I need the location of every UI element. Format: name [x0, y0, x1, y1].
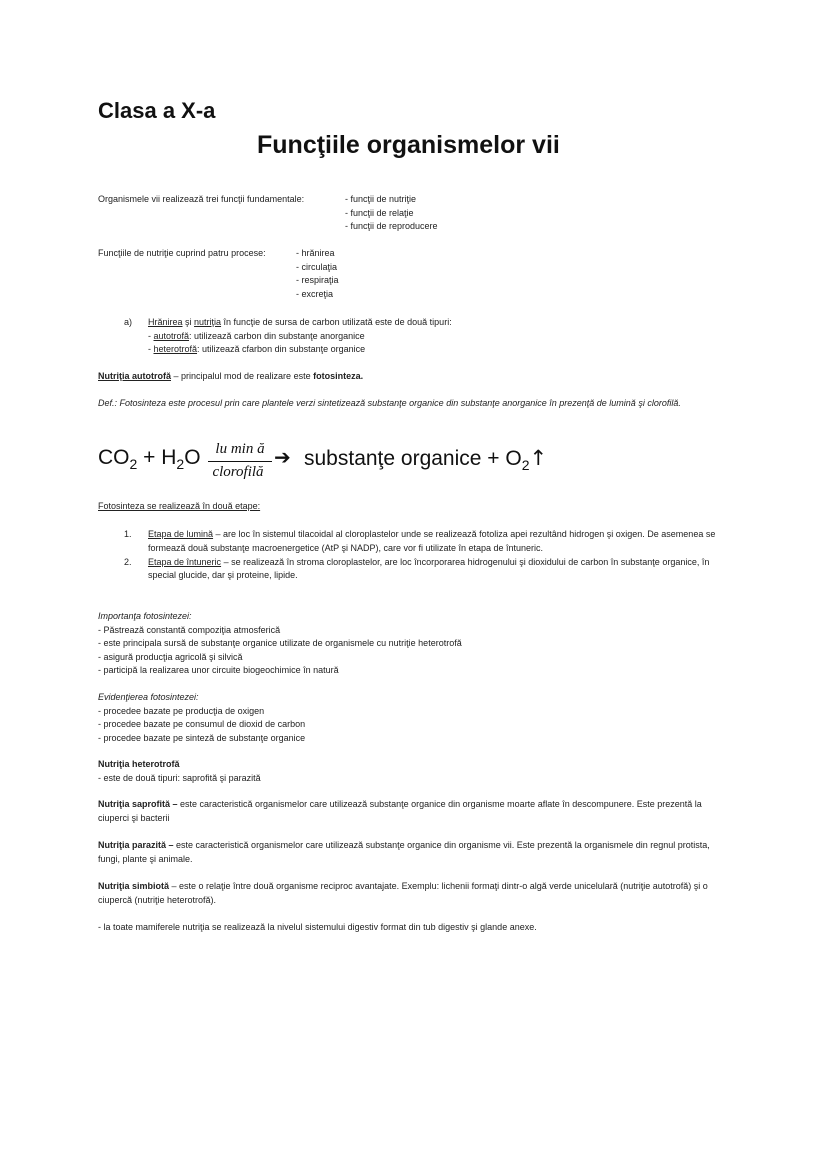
term-nutrition: nutriţia: [194, 317, 222, 327]
importance-item: - este principala sursă de substanţe organice utilizate de organismele cu nutriţie heterotrofă: [98, 638, 462, 649]
stage-1-desc: – are loc în sistemul tilacoidal al cloroplastelor unde se realizează fotoliza apei rezultând hidrogen şi oxigen. De asemenea se formează două substanţe macroenergetice (AtP şi NADP), care vor fi utilizate în etapa de întuneric.: [148, 529, 716, 553]
importance-item: - Păstrează constantă compoziţia atmosferică: [98, 624, 281, 635]
section-a-mid: şi: [182, 317, 195, 327]
line3-prefix: -: [148, 344, 154, 355]
processes-list: [296, 247, 339, 301]
autotroph-line: [98, 370, 363, 384]
stages-heading: Fotosinteza se realizează în două etape:: [98, 501, 261, 511]
o2-subscript: 2: [521, 457, 530, 474]
products-text: substanţe organice + O: [304, 447, 522, 470]
parasite-text: este caracteristică organismelor care utilizează substanţe organice din organisme vii. Este prezentă la organismele din regnul protista, fungi, plante şi animale.: [98, 840, 710, 864]
equation-reactants: [98, 446, 201, 472]
reaction-arrow-icon: ➔: [274, 445, 291, 469]
section-a-line2: [148, 330, 365, 344]
evidence-item: - procedee bazate pe consumul de dioxid de carbon: [98, 719, 306, 730]
equation-denominator: clorofilă: [212, 464, 264, 480]
class-title: Clasa a X-a: [98, 98, 216, 123]
evidence-list: [98, 705, 305, 746]
autotroph-term: Nutriţia autotrofă: [98, 371, 171, 381]
stage-2-term: Etapa de întuneric: [148, 556, 222, 567]
saprophyte-paragraph: [98, 798, 733, 825]
symbiotic-text: – este o relaţie între două organisme reciproc avantajate. Exemplu: lichenii formaţi dintr-o algă verde unicelulară (nutriţie autotrofă) şi o ciupercă (nutriţie heterotrofă).: [98, 881, 708, 905]
stage-1-number: 1.: [124, 529, 132, 539]
stage-2-desc: – se realizează în stroma cloroplastelor, are loc încorporarea hidrogenului şi dioxidului de carbon în substanţe organice, în special glucide, dar şi proteine, lipide.: [148, 556, 710, 581]
h2o-o: O: [184, 446, 201, 469]
processes-lead: Funcţiile de nutriţie cuprind patru procese:: [98, 248, 266, 258]
process-item-circulation: - circulaţia: [296, 261, 338, 272]
process-item-excretion: - excreţia: [296, 288, 334, 299]
process-item-feeding: - hrănirea: [296, 248, 335, 258]
function-item-relation: - funcţii de relaţie: [345, 207, 414, 218]
plus-h: + H: [137, 446, 177, 469]
heterotroph-text: - este de două tipuri: saprofită şi parazită: [98, 772, 261, 783]
stage-1-term: Etapa de lumină: [148, 529, 214, 539]
importance-heading: Importanţa fotosintezei:: [98, 611, 192, 621]
process-item-respiration: - respiraţia: [296, 275, 339, 286]
functions-list: [345, 193, 438, 234]
intro-lead: Organismele vii realizează trei funcţii fundamentale:: [98, 194, 305, 204]
term-heterotroph: heterotrofă: [153, 344, 198, 355]
importance-list: [98, 624, 462, 678]
autotroph-rest: – principalul mod de realizare este: [171, 371, 314, 381]
evidence-item: - procedee bazate pe producţia de oxigen: [98, 705, 265, 716]
stage-2-text: [148, 556, 738, 583]
section-a-line3: [148, 343, 365, 357]
importance-item: - asigură producţia agricolă şi silvică: [98, 651, 243, 662]
line2-prefix: -: [148, 330, 154, 341]
stage-2-number: 2.: [124, 556, 132, 567]
heterotroph-heading: Nutriţia heterotrofă: [98, 759, 180, 769]
equation-products: [304, 446, 547, 473]
parasite-paragraph: [98, 839, 733, 866]
definition: Def.: Fotosinteza este procesul prin care plantele verzi sintetizează substanţe organice din substanţe anorganice în prezenţă de lumină şi clorofilă.: [98, 398, 681, 408]
page-title: Funcţiile organismelor vii: [257, 131, 560, 159]
autotroph-keyword: fotosinteza.: [313, 371, 364, 381]
saprophyte-text: este caracteristică organismelor care utilizează substanţe organice din organisme moarte aflate în descompunere. Este prezentă la ciuperci şi bacterii: [98, 799, 702, 823]
equation-numerator: lu min ă: [215, 441, 265, 457]
stage-1-text: [148, 528, 738, 555]
line3-rest: : utilizează cfarbon din substanţe organice: [197, 344, 366, 355]
term-feeding: Hrănirea: [148, 317, 183, 327]
parasite-term: Nutriţia parazită –: [98, 840, 174, 850]
importance-item: - participă la realizarea unor circuite biogeochimice în natură: [98, 665, 339, 676]
section-a-line1: [148, 316, 452, 330]
section-a-rest: în funcţie de sursa de carbon utilizată este de două tipuri:: [221, 317, 452, 327]
h2o-subscript: 2: [176, 456, 185, 473]
function-item-nutrition: - funcţii de nutriţie: [345, 194, 417, 204]
evidence-heading: Evidenţierea fotosintezei:: [98, 692, 199, 702]
function-item-reproduction: - funcţii de reproducere: [345, 221, 438, 232]
term-autotroph: autotrofă: [153, 330, 190, 341]
co2-text: CO: [98, 446, 130, 469]
fraction-bar: [208, 461, 272, 462]
symbiotic-term: Nutriţia simbiotă: [98, 881, 170, 891]
up-arrow-icon: ↑: [529, 446, 548, 470]
symbiotic-paragraph: [98, 880, 733, 907]
saprophyte-term: Nutriţia saprofită –: [98, 799, 178, 809]
line2-rest: : utilizează carbon din substanţe anorganice: [189, 330, 365, 341]
photosynthesis-equation: [98, 440, 578, 484]
evidence-item: - procedee bazate pe sinteză de substanţe organice: [98, 732, 306, 743]
mammals-note: - la toate mamiferele nutriţia se realizează la nivelul sistemului digestiv format din tub digestiv şi glande anexe.: [98, 922, 537, 932]
co2-subscript: 2: [129, 456, 138, 473]
section-a-marker: a): [124, 317, 133, 327]
